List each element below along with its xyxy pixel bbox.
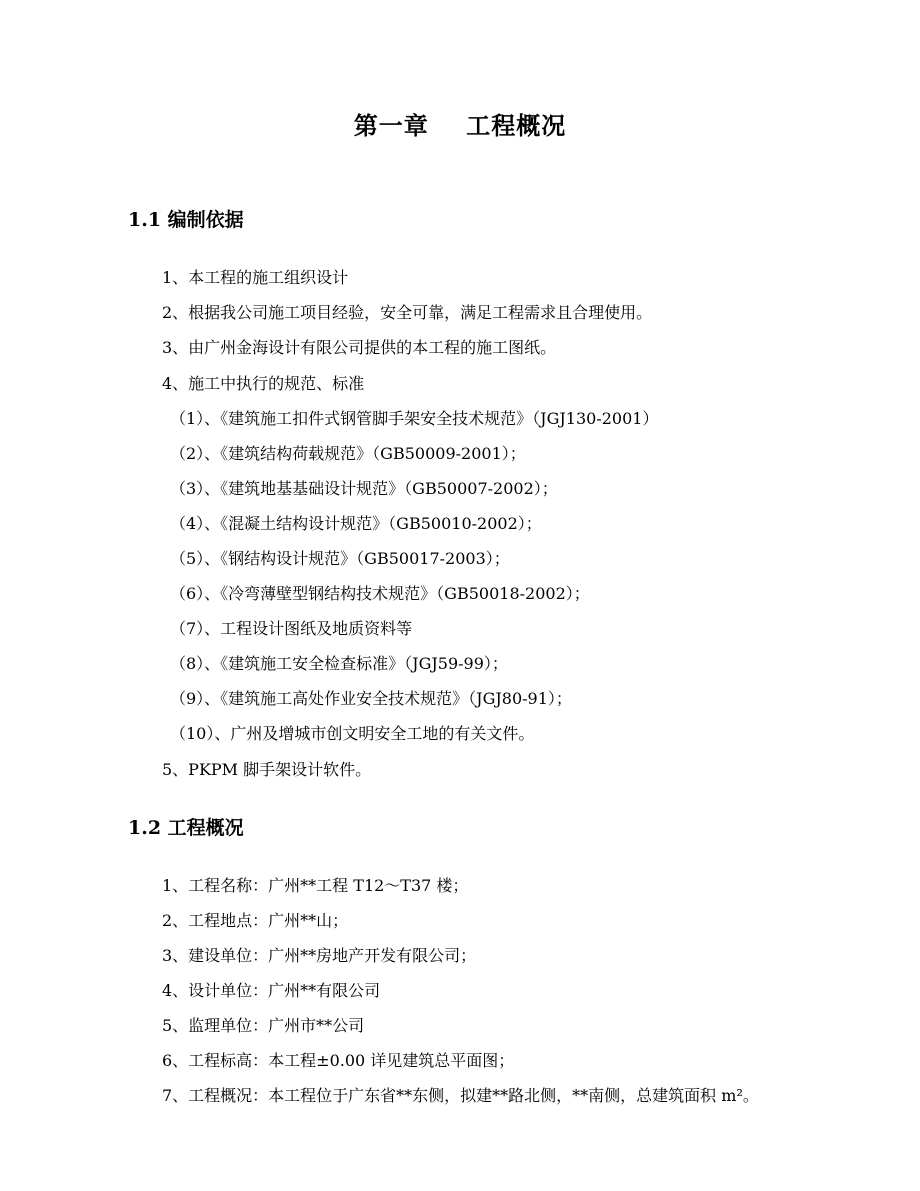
standard-item-4: （4）、《混凝土结构设计规范》（GB50010-2002）；: [170, 514, 542, 533]
overview-item-3: 3、建设单位：广州**房地产开发有限公司；: [162, 946, 477, 965]
standard-item-1: （1）、《建筑施工扣件式钢管脚手架安全技术规范》（JGJ130-2001）: [170, 409, 659, 428]
basis-item-5: 5、PKPM 脚手架设计软件。: [162, 760, 372, 779]
basis-item-1: 1、本工程的施工组织设计: [162, 268, 349, 287]
section-heading-1-1: 1.1 编制依据: [128, 209, 244, 231]
section-heading-1-2: 1.2 工程概况: [128, 817, 244, 839]
overview-item-4: 4、设计单位：广州**有限公司: [162, 981, 381, 1000]
overview-item-6: 6、工程标高：本工程±0.00 详见建筑总平面图；: [162, 1051, 515, 1070]
overview-item-7: 7、工程概况：本工程位于广东省**东侧，拟建**路北侧，**南侧，总建筑面积 m²。: [162, 1086, 759, 1105]
basis-item-4: 4、施工中执行的规范、标准: [162, 374, 365, 393]
overview-item-1: 1、工程名称：广州**工程 T12～T37 楼；: [162, 876, 469, 895]
standard-item-10: （10）、广州及增城市创文明安全工地的有关文件。: [170, 724, 535, 743]
overview-item-5: 5、监理单位：广州市**公司: [162, 1016, 365, 1035]
overview-item-2: 2、工程地点：广州**山；: [162, 911, 349, 930]
standard-item-8: （8）、《建筑施工安全检查标准》（JGJ59-99）；: [170, 654, 508, 673]
standard-item-2: （2）、《建筑结构荷载规范》（GB50009-2001）；: [170, 444, 526, 463]
standard-item-6: （6）、《冷弯薄壁型钢结构技术规范》（GB50018-2002）；: [170, 584, 590, 603]
standard-item-9: （9）、《建筑施工高处作业安全技术规范》（JGJ80-91）；: [170, 689, 572, 708]
basis-item-3: 3、由广州金海设计有限公司提供的本工程的施工图纸。: [162, 338, 557, 357]
standard-item-5: （5）、《钢结构设计规范》（GB50017-2003）；: [170, 549, 510, 568]
standard-item-7: （7）、工程设计图纸及地质资料等: [170, 619, 413, 638]
standard-item-3: （3）、《建筑地基基础设计规范》（GB50007-2002）；: [170, 479, 558, 498]
chapter-title: 第一章 工程概况: [353, 111, 567, 140]
basis-item-2: 2、根据我公司施工项目经验，安全可靠，满足工程需求且合理使用。: [162, 303, 653, 322]
